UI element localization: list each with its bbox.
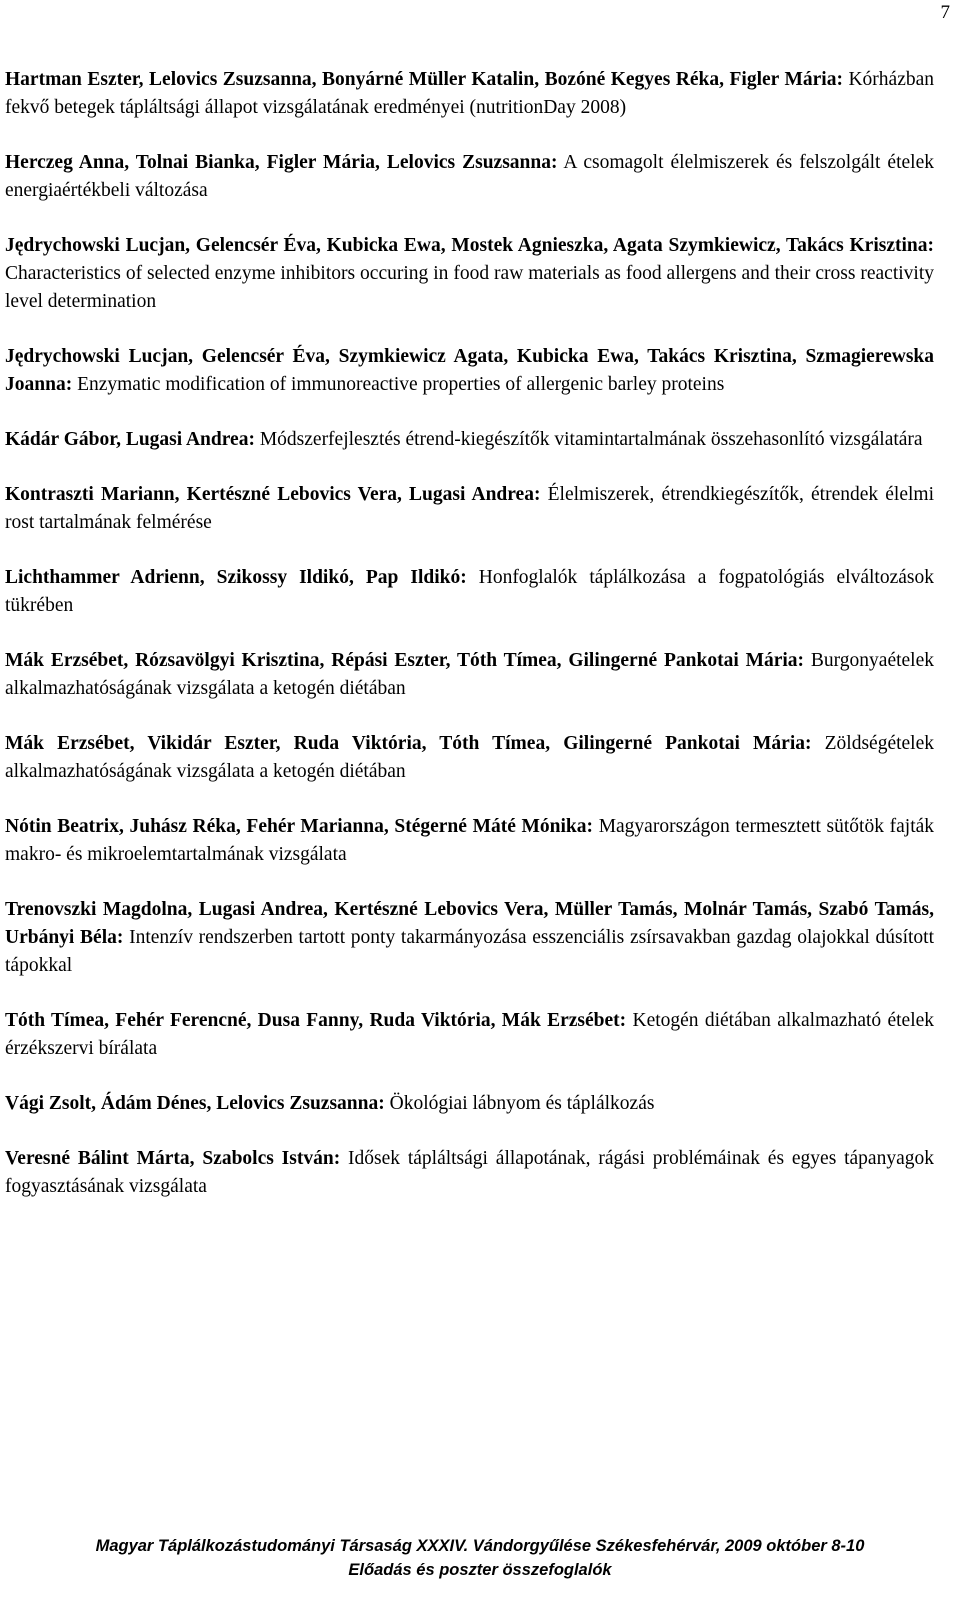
abstract-entry — [5, 730, 934, 786]
entry-authors: Vági Zsolt, Ádám Dénes, Lelovics Zsuzsanna: — [5, 1093, 385, 1114]
abstract-entry — [5, 426, 934, 454]
entry-authors: Mák Erzsébet, Rózsavölgyi Krisztina, Répási Eszter, Tóth Tímea, Gilingerné Pankotai Mária: — [5, 650, 805, 671]
entry-title: Magyarországon termesztett sütőtök fajták makro- és mikroelemtartalmának vizsgálata — [5, 816, 935, 865]
abstract-entry — [5, 564, 934, 620]
footer-conference-line: Magyar Táplálkozástudományi Társaság XXXIV. Vándorgyűlése Székesfehérvár, 2009 október 8-10 — [95, 1537, 865, 1555]
abstract-entry — [5, 232, 934, 316]
entry-authors: Jędrychowski Lucjan, Gelencsér Éva, Kubicka Ewa, Mostek Agnieszka, Agata Szymkiewicz, Takács Krisztina: — [5, 235, 934, 256]
abstract-list — [5, 66, 934, 1228]
entry-title: Ökológiai lábnyom és táplálkozás — [389, 1093, 655, 1114]
entry-title: Kórházban fekvő betegek tápláltsági állapot vizsgálatának eredményei (nutritionDay 2008) — [5, 69, 935, 118]
abstract-entry — [5, 1090, 934, 1118]
abstract-entry — [5, 813, 934, 869]
abstract-entry — [5, 896, 934, 980]
entry-title: Burgonyaételek alkalmazhatóságának vizsgálata a ketogén diétában — [5, 650, 934, 699]
entry-title: Ketogén diétában alkalmazható ételek érzékszervi bírálata — [5, 1010, 935, 1059]
abstract-entry — [5, 66, 934, 122]
entry-authors: Kontraszti Mariann, Kertészné Lebovics Vera, Lugasi Andrea: — [5, 484, 541, 505]
footer-subtitle-line: Előadás és poszter összefoglalók — [348, 1561, 612, 1579]
abstract-entry — [5, 481, 934, 537]
abstract-entry — [5, 149, 934, 205]
entry-authors: Kádár Gábor, Lugasi Andrea: — [5, 429, 255, 450]
entry-authors: Herczeg Anna, Tolnai Bianka, Figler Mária, Lelovics Zsuzsanna: — [5, 152, 558, 173]
abstract-entry — [5, 343, 934, 399]
entry-authors: Hartman Eszter, Lelovics Zsuzsanna, Bonyárné Müller Katalin, Bozóné Kegyes Réka, Figler Mária: — [5, 69, 843, 90]
page-number: 7 — [940, 2, 950, 23]
entry-authors: Tóth Tímea, Fehér Ferencné, Dusa Fanny, Ruda Viktória, Mák Erzsébet: — [5, 1010, 627, 1031]
entry-title: Idősek tápláltsági állapotának, rágási problémáinak és egyes tápanyagok fogyasztásának vizsgálata — [5, 1148, 934, 1197]
entry-authors: Mák Erzsébet, Vikidár Eszter, Ruda Viktória, Tóth Tímea, Gilingerné Pankotai Mária: — [5, 733, 812, 754]
entry-title: Enzymatic modification of immunoreactive properties of allergenic barley proteins — [77, 374, 725, 395]
entry-authors: Nótin Beatrix, Juhász Réka, Fehér Marianna, Stégerné Máté Mónika: — [5, 816, 594, 837]
entry-authors: Jędrychowski Lucjan, Gelencsér Éva, Szymkiewicz Agata, Kubicka Ewa, Takács Krisztina, Szmagierewska Joanna: — [5, 346, 934, 395]
entry-title: Intenzív rendszerben tartott ponty takarmányozása esszenciális zsírsavakban gazdag olajokkal dúsított tápokkal — [5, 927, 935, 976]
entry-title: Characteristics of selected enzyme inhibitors occuring in food raw materials as food allergens and their cross reactivity level determination — [5, 263, 934, 312]
abstract-entry — [5, 647, 934, 703]
abstract-entry — [5, 1007, 934, 1063]
entry-title: Módszerfejlesztés étrend-kiegészítők vitamintartalmának összehasonlító vizsgálatára — [259, 429, 923, 450]
entry-authors: Trenovszki Magdolna, Lugasi Andrea, Kertészné Lebovics Vera, Müller Tamás, Molnár Tamás, Szabó Tamás, Urbányi Béla: — [5, 899, 934, 948]
entry-authors: Lichthammer Adrienn, Szikossy Ildikó, Pap Ildikó: — [5, 567, 467, 588]
entry-title: Honfoglalók táplálkozása a fogpatológiás elváltozások tükrében — [5, 567, 934, 616]
entry-authors: Veresné Bálint Márta, Szabolcs István: — [5, 1148, 341, 1169]
abstract-entry — [5, 1145, 934, 1201]
entry-title: Élelmiszerek, étrendkiegészítők, étrendek élelmi rost tartalmának felmérése — [5, 484, 935, 533]
entry-title: Zöldségételek alkalmazhatóságának vizsgálata a ketogén diétában — [5, 733, 934, 782]
entry-title: A csomagolt élelmiszerek és felszolgált ételek energiaértékbeli változása — [5, 152, 934, 201]
